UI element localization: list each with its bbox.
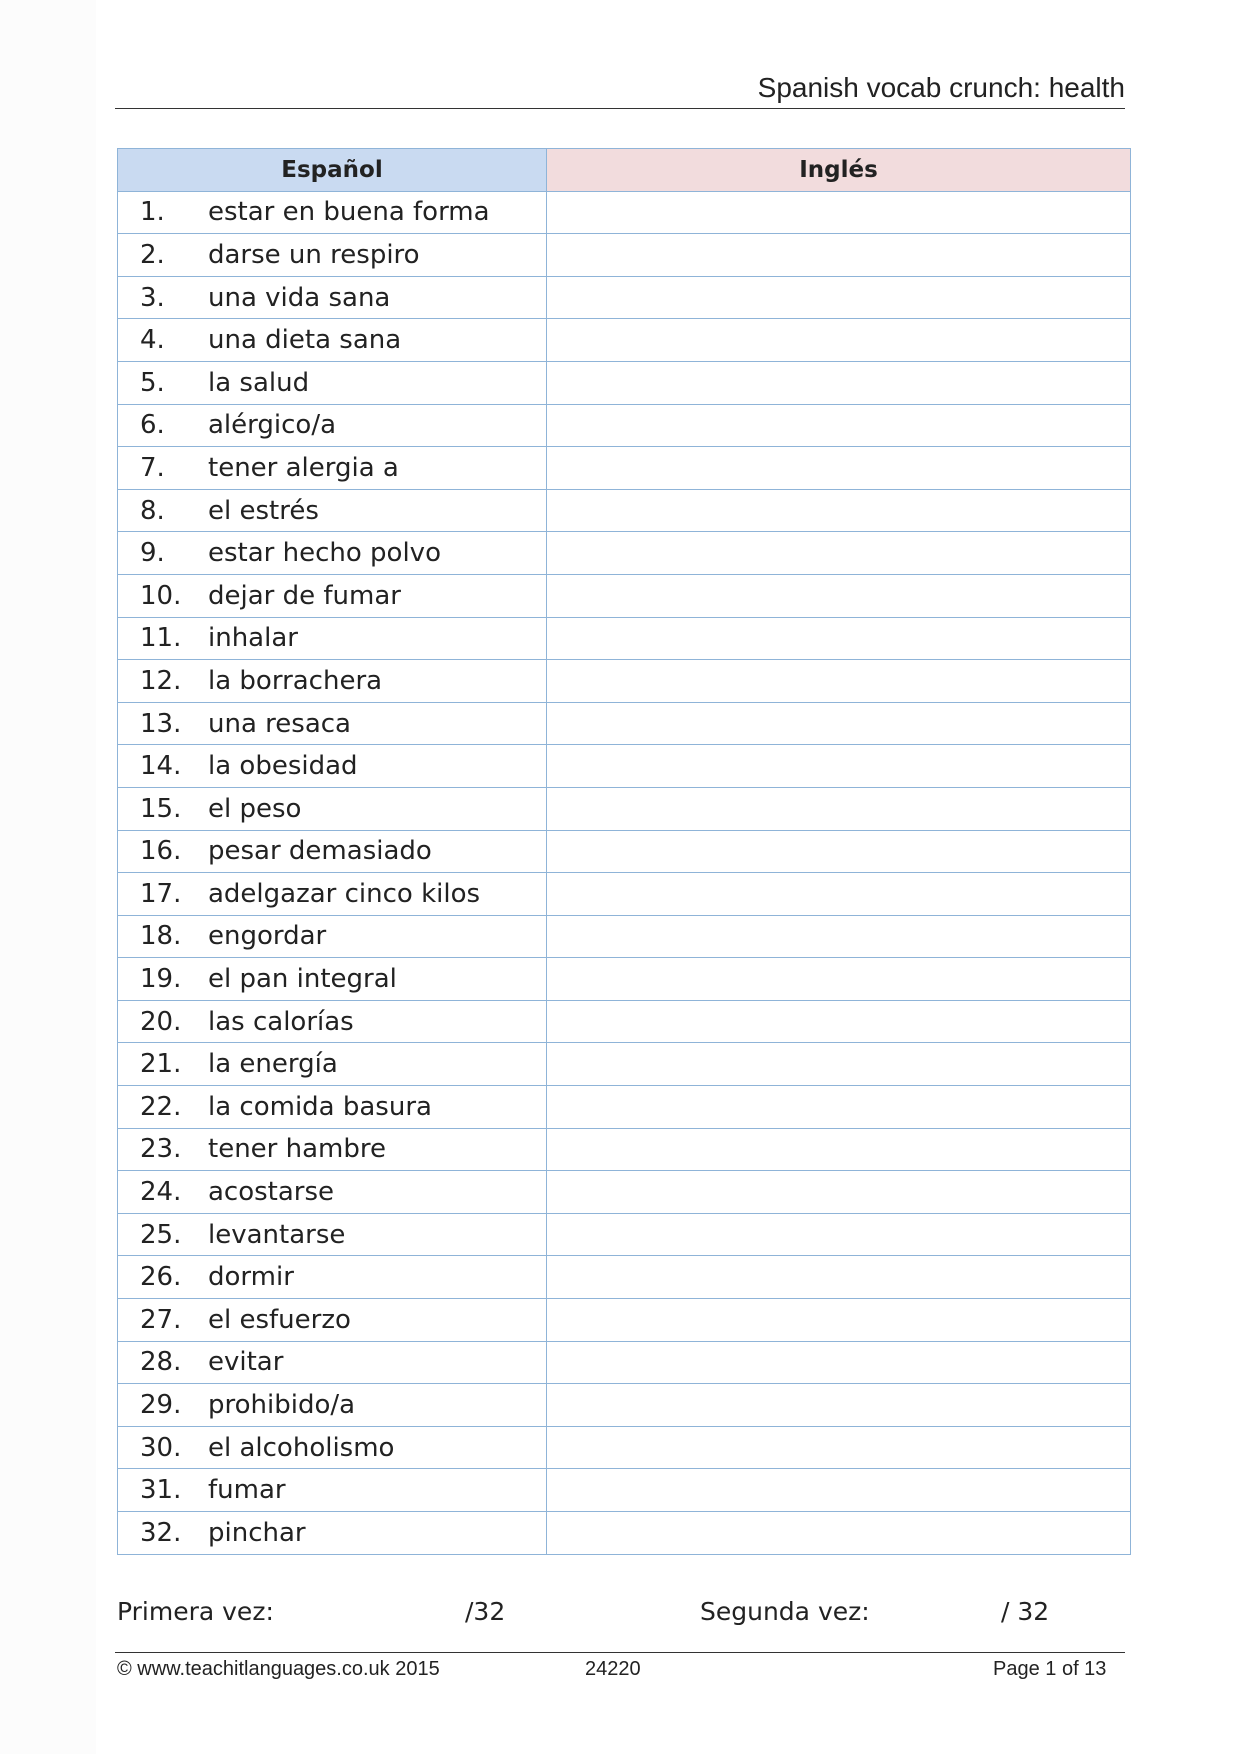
spanish-term-cell [118, 1128, 547, 1171]
english-answer-cell[interactable] [547, 1384, 1131, 1427]
spanish-term: estar en buena forma [208, 197, 490, 228]
table-row [118, 276, 1131, 319]
spanish-term: inhalar [208, 623, 298, 654]
english-answer-cell[interactable] [547, 745, 1131, 788]
english-answer-cell[interactable] [547, 1086, 1131, 1129]
spanish-term-cell [118, 1043, 547, 1086]
item-number: 5. [140, 367, 165, 398]
spanish-term: el pan integral [208, 964, 397, 995]
spanish-term: una vida sana [208, 282, 391, 313]
english-answer-cell[interactable] [547, 702, 1131, 745]
item-number: 29. [140, 1390, 182, 1421]
english-answer-cell[interactable] [547, 489, 1131, 532]
vocab-table [117, 148, 1131, 1555]
english-answer-cell[interactable] [547, 830, 1131, 873]
spanish-term-cell [118, 1256, 547, 1299]
spanish-term-cell [118, 617, 547, 660]
spanish-term: la energía [208, 1049, 338, 1080]
second-attempt-label: Segunda vez: [700, 1597, 870, 1626]
table-row [118, 1043, 1131, 1086]
english-answer-cell[interactable] [547, 660, 1131, 703]
item-number: 2. [140, 239, 165, 270]
table-row [118, 489, 1131, 532]
spanish-term-cell [118, 1469, 547, 1512]
item-number: 6. [140, 410, 165, 441]
second-attempt-total: / 32 [1001, 1597, 1050, 1626]
spanish-term-cell [118, 1426, 547, 1469]
spanish-term-cell [118, 234, 547, 277]
item-number: 15. [140, 793, 182, 824]
spanish-term-cell [118, 404, 547, 447]
vocab-table-body [118, 191, 1131, 1554]
spanish-term: el alcoholismo [208, 1432, 395, 1463]
page-margin [0, 0, 96, 1754]
item-number: 28. [140, 1347, 182, 1378]
item-number: 3. [140, 282, 165, 313]
spanish-term: dormir [208, 1262, 294, 1293]
english-answer-cell[interactable] [547, 1213, 1131, 1256]
spanish-term-cell [118, 276, 547, 319]
spanish-term: pinchar [208, 1517, 306, 1548]
spanish-term: el esfuerzo [208, 1304, 351, 1335]
english-answer-cell[interactable] [547, 915, 1131, 958]
table-row [118, 1299, 1131, 1342]
spanish-term-cell [118, 830, 547, 873]
spanish-term-cell [118, 702, 547, 745]
item-number: 8. [140, 495, 165, 526]
item-number: 4. [140, 325, 165, 356]
english-answer-cell[interactable] [547, 1043, 1131, 1086]
table-row [118, 830, 1131, 873]
footer-copyright: © www.teachitlanguages.co.uk 2015 [117, 1658, 440, 1680]
spanish-term: una dieta sana [208, 325, 402, 356]
item-number: 24. [140, 1177, 182, 1208]
item-number: 1. [140, 197, 165, 228]
table-row [118, 1512, 1131, 1555]
table-row [118, 447, 1131, 490]
spanish-term-cell [118, 1384, 547, 1427]
first-attempt-label: Primera vez: [117, 1597, 274, 1626]
column-header-ingles: Inglés [547, 149, 1131, 192]
spanish-term-cell [118, 1213, 547, 1256]
english-answer-cell[interactable] [547, 532, 1131, 575]
item-number: 17. [140, 878, 182, 909]
spanish-term: pesar demasiado [208, 836, 432, 867]
table-row [118, 1213, 1131, 1256]
spanish-term: evitar [208, 1347, 284, 1378]
english-answer-cell[interactable] [547, 1171, 1131, 1214]
item-number: 14. [140, 751, 182, 782]
table-row [118, 1086, 1131, 1129]
spanish-term: acostarse [208, 1177, 335, 1208]
spanish-term: prohibido/a [208, 1390, 356, 1421]
table-row [118, 787, 1131, 830]
spanish-term: el peso [208, 793, 302, 824]
footer-page-number: Page 1 of 13 [993, 1658, 1107, 1680]
english-answer-cell[interactable] [547, 873, 1131, 916]
spanish-term-cell [118, 574, 547, 617]
table-row [118, 234, 1131, 277]
spanish-term-cell [118, 915, 547, 958]
spanish-term-cell [118, 489, 547, 532]
item-number: 11. [140, 623, 182, 654]
first-attempt-total: /32 [465, 1597, 506, 1626]
english-answer-cell[interactable] [547, 361, 1131, 404]
table-row [118, 361, 1131, 404]
spanish-term-cell [118, 873, 547, 916]
english-answer-cell[interactable] [547, 319, 1131, 362]
spanish-term: estar hecho polvo [208, 538, 441, 569]
spanish-term-cell [118, 745, 547, 788]
item-number: 31. [140, 1475, 182, 1506]
english-answer-cell[interactable] [547, 1299, 1131, 1342]
item-number: 23. [140, 1134, 182, 1165]
spanish-term: dejar de fumar [208, 580, 401, 611]
table-row [118, 1128, 1131, 1171]
footer-divider [115, 1652, 1125, 1653]
table-row [118, 532, 1131, 575]
spanish-term-cell [118, 361, 547, 404]
spanish-term: el estrés [208, 495, 319, 526]
spanish-term-cell [118, 191, 547, 234]
english-answer-cell[interactable] [547, 276, 1131, 319]
english-answer-cell[interactable] [547, 1256, 1131, 1299]
document-title: Spanish vocab crunch: health [757, 72, 1125, 103]
spanish-term-cell [118, 319, 547, 362]
item-number: 22. [140, 1091, 182, 1122]
spanish-term: las calorías [208, 1006, 354, 1037]
spanish-term-cell [118, 787, 547, 830]
table-header-row [118, 149, 1131, 192]
item-number: 20. [140, 1006, 182, 1037]
spanish-term-cell [118, 958, 547, 1001]
spanish-term: la comida basura [208, 1091, 432, 1122]
english-answer-cell[interactable] [547, 447, 1131, 490]
item-number: 26. [140, 1262, 182, 1293]
item-number: 7. [140, 452, 165, 483]
table-row [118, 617, 1131, 660]
english-answer-cell[interactable] [547, 787, 1131, 830]
table-row [118, 873, 1131, 916]
item-number: 12. [140, 665, 182, 696]
spanish-term: levantarse [208, 1219, 346, 1250]
table-row [118, 1384, 1131, 1427]
item-number: 13. [140, 708, 182, 739]
english-answer-cell[interactable] [547, 234, 1131, 277]
english-answer-cell[interactable] [547, 958, 1131, 1001]
footer-resource-code: 24220 [585, 1658, 641, 1680]
english-answer-cell[interactable] [547, 1426, 1131, 1469]
item-number: 16. [140, 836, 182, 867]
spanish-term-cell [118, 1086, 547, 1129]
spanish-term-cell [118, 1341, 547, 1384]
table-row [118, 1000, 1131, 1043]
spanish-term: la obesidad [208, 751, 358, 782]
item-number: 30. [140, 1432, 182, 1463]
table-row [118, 1341, 1131, 1384]
english-answer-cell[interactable] [547, 404, 1131, 447]
item-number: 32. [140, 1517, 182, 1548]
english-answer-cell[interactable] [547, 1341, 1131, 1384]
table-row [118, 404, 1131, 447]
spanish-term-cell [118, 1000, 547, 1043]
item-number: 18. [140, 921, 182, 952]
table-row [118, 1469, 1131, 1512]
english-answer-cell[interactable] [547, 1000, 1131, 1043]
item-number: 19. [140, 964, 182, 995]
table-row [118, 1426, 1131, 1469]
column-header-espanol: Español [118, 149, 547, 192]
spanish-term: alérgico/a [208, 410, 337, 441]
spanish-term: tener alergia a [208, 452, 399, 483]
table-row [118, 1256, 1131, 1299]
spanish-term: tener hambre [208, 1134, 386, 1165]
table-row [118, 958, 1131, 1001]
english-answer-cell[interactable] [547, 1512, 1131, 1555]
spanish-term-cell [118, 660, 547, 703]
english-answer-cell[interactable] [547, 617, 1131, 660]
item-number: 21. [140, 1049, 182, 1080]
spanish-term: engordar [208, 921, 327, 952]
english-answer-cell[interactable] [547, 191, 1131, 234]
table-row [118, 574, 1131, 617]
spanish-term: la borrachera [208, 665, 383, 696]
header-divider [115, 108, 1125, 109]
english-answer-cell[interactable] [547, 1469, 1131, 1512]
english-answer-cell[interactable] [547, 574, 1131, 617]
table-row [118, 319, 1131, 362]
item-number: 10. [140, 580, 182, 611]
english-answer-cell[interactable] [547, 1128, 1131, 1171]
spanish-term: fumar [208, 1475, 286, 1506]
spanish-term-cell [118, 1171, 547, 1214]
spanish-term: una resaca [208, 708, 351, 739]
item-number: 9. [140, 538, 165, 569]
spanish-term-cell [118, 1512, 547, 1555]
spanish-term: adelgazar cinco kilos [208, 878, 481, 909]
spanish-term-cell [118, 1299, 547, 1342]
item-number: 27. [140, 1304, 182, 1335]
table-row [118, 915, 1131, 958]
table-row [118, 702, 1131, 745]
table-row [118, 1171, 1131, 1214]
table-row [118, 745, 1131, 788]
table-row [118, 191, 1131, 234]
spanish-term: la salud [208, 367, 310, 398]
spanish-term-cell [118, 532, 547, 575]
spanish-term: darse un respiro [208, 239, 420, 270]
item-number: 25. [140, 1219, 182, 1250]
spanish-term-cell [118, 447, 547, 490]
table-row [118, 660, 1131, 703]
